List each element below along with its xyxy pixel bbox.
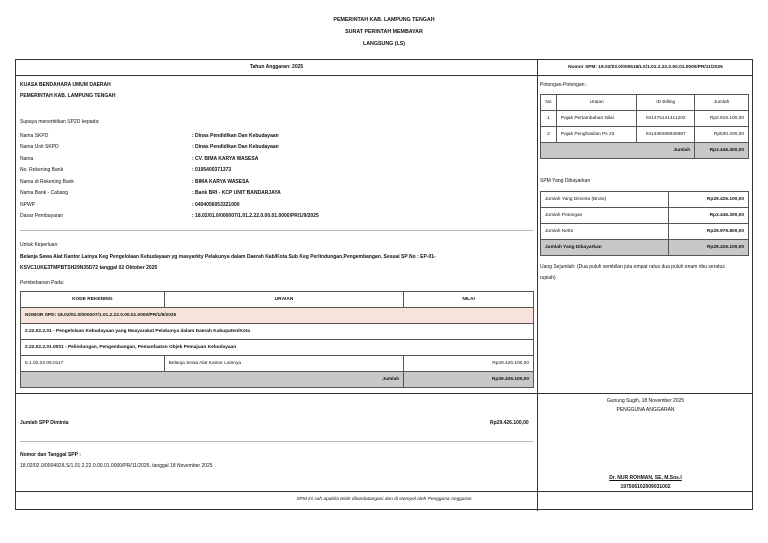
field-value: : Dinas Pendidikan Dan Kebudayaan: [192, 144, 279, 150]
cell-no: 2: [541, 127, 557, 143]
untuk-keperluan-label: Untuk Keperluan:: [20, 242, 59, 248]
potongan-total-row: [541, 143, 749, 159]
tahun-anggaran: Tahun Anggaran: 2025: [249, 64, 304, 70]
nomor-spd: NOMOR SPD: 18.02/01.0/000007/1.01.2.22.0.00.01.0000/PR/1/9/2025: [21, 308, 534, 324]
kegiatan: 2.22.02.2.01.0001 - Pelindungan, Pengembangan, Pemanfaatan Objek Pemajuan Kebudayaan: [21, 340, 534, 356]
column-divider: [537, 60, 538, 511]
field-label: No. Rekening Bank: [20, 167, 64, 173]
jumlah-value: Rp29.426.100,00: [404, 372, 534, 388]
signer-nip: 197506102009031002: [620, 484, 671, 490]
col-billing: ID Billing: [637, 95, 695, 111]
bayar-total-value: Rp29.426.100,00: [669, 240, 749, 256]
col-uraian: Uraian: [556, 95, 636, 111]
cell-jumlah: Rp530.200,00: [695, 127, 749, 143]
table-row: [541, 192, 749, 208]
pembebanan-label: Pembebanan Pada:: [20, 280, 65, 286]
section-divider: [16, 393, 752, 394]
top-divider: [16, 75, 752, 76]
pot-jumlah-label: Jumlah: [541, 143, 695, 159]
program-row: [21, 324, 534, 340]
bayar-value: Rp3.446.300,00: [669, 208, 749, 224]
nomor-spd-row: [21, 308, 534, 324]
table-row: [541, 224, 749, 240]
potongan-table: [540, 94, 749, 159]
field-value: : CV. BIMA KARYA WASESA: [192, 156, 259, 162]
spp-diminta-label: Jumlah SPP Diminta: [20, 420, 69, 426]
dibayarkan-table: [540, 191, 749, 256]
bayar-label: Jumlah Potongan: [541, 208, 669, 224]
col-no: No: [541, 95, 557, 111]
col-jumlah: Jumlah: [695, 95, 749, 111]
signer-name: Dr. NUR ROHMAN, SE, M.Sos.I: [609, 475, 682, 481]
supaya-label: Supaya menerbitkan SP2D kepada:: [20, 119, 100, 125]
bayar-total-label: Jumlah Yang Dibayarkan: [541, 240, 669, 256]
cell-no: 1: [541, 111, 557, 127]
col-kode: KODE REKENING: [21, 292, 165, 308]
bayar-value: Rp25.979.800,00: [669, 224, 749, 240]
jumlah-row: [21, 372, 534, 388]
divider: [20, 441, 533, 442]
bayar-value: Rp29.426.100,00: [669, 192, 749, 208]
jumlah-label: Jumlah: [21, 372, 404, 388]
table-header-row: [21, 292, 534, 308]
table-row: [21, 356, 534, 372]
field-value: : 0404056053321000: [192, 202, 240, 208]
keperluan-line1: Belanja Sewa Alat Kantor Lainya Keg Pengelolaan Kebudayaan yg masyarkty Pelakunya dalam Daerah Kab/Kota Sub Keg Perlindungan,Pengembangan. Sesuai SP No : EP-01-: [20, 254, 436, 260]
kuasa-bud: KUASA BENDAHARA UMUM DAERAH: [20, 82, 111, 88]
footer-divider: [16, 491, 752, 492]
cell-uraian: Belanja Sewa Alat Kantor Lainnya: [164, 356, 403, 372]
field-label: Nama: [20, 156, 34, 162]
table-header-row: [541, 95, 749, 111]
signer-role: PENGGUNA ANGGARAN: [616, 407, 675, 413]
nomor-spm: Nomor SPM: 18.02/03.0/000518/LS/1.01.2.22.0.00.01.0000/PR/11/2025: [568, 65, 723, 70]
field-value: : BIMA KARYA WASESA: [192, 179, 250, 185]
bayar-total-row: [541, 240, 749, 256]
field-value: : Dinas Pendidikan Dan Kebudayaan: [192, 133, 279, 139]
terbilang-line2: rupiah): [540, 275, 556, 281]
field-label: NPWP: [20, 202, 35, 208]
field-label: Dasar Pembayaran: [20, 213, 64, 219]
doc-header-title: SURAT PERINTAH MEMBAYAR: [345, 29, 423, 35]
table-row: [541, 127, 749, 143]
cell-nilai: Rp29.426.100,00: [404, 356, 534, 372]
col-nilai: NILAI: [404, 292, 534, 308]
bayar-label: Jumlah Yang Diminta (Bruto): [541, 192, 669, 208]
doc-header-government: PEMERINTAH KAB. LAMPUNG TENGAH: [333, 17, 435, 23]
pot-jumlah-value: Rp3.446.300,00: [695, 143, 749, 159]
field-value: : Bank BRI - KCP UNIT BANDARJAYA: [192, 190, 281, 196]
potongan-title: Potongan-Potongan :: [540, 82, 588, 88]
field-value: : 0195400371373: [192, 167, 232, 173]
nomor-spp-label: Nomor dan Tanggal SPP :: [20, 452, 81, 458]
nomor-spp-value: 18.02/02.0/000492/LS/1.01.2.22.0.00.01.0000/PR/11/2025, tanggal 18 November 2025: [20, 463, 213, 469]
cell-uraian: Pajak Penghasilan Ps 23: [556, 127, 636, 143]
spm-form: [15, 59, 753, 510]
cell-billing: 041438288645887: [637, 127, 695, 143]
table-row: [541, 208, 749, 224]
cell-billing: 041475141411202: [637, 111, 695, 127]
footer-note: SPM ini sah apabila telah ditandatangani dan di stempel oleh Pengguna Anggaran: [296, 497, 472, 502]
cell-jumlah: Rp2.916.100,00: [695, 111, 749, 127]
dibayarkan-title: SPM Yang Dibayarkan: [540, 178, 591, 184]
divider: [20, 230, 533, 231]
field-label: Nama di Rekening Bank: [20, 179, 74, 185]
doc-header-subtitle: LANGSUNG (LS): [362, 41, 406, 47]
field-label: Nama Unit SKPD: [20, 144, 59, 150]
pemerintah-kab: PEMERINTAH KAB. LAMPUNG TENGAH: [20, 93, 116, 99]
terbilang-line1: Uang Sejumlah: (Dua puluh sembilan juta empat ratus dua puluh enam ribu seratus: [540, 264, 725, 270]
program: 2.22.02.2.01 - Pengelolaan Kebudayaan yang Masyarakat Pelakunya dalam Daerah Kabupaten/Kota: [21, 324, 534, 340]
cell-uraian: Pajak Pertambahan Nilai: [556, 111, 636, 127]
field-label: Nama SKPD: [20, 133, 49, 139]
kegiatan-row: [21, 340, 534, 356]
spp-diminta-value: Rp29.426.100,00: [490, 420, 529, 426]
table-row: [541, 111, 749, 127]
keperluan-line2: KSVC1UKE3TMPBTSH29N35D72 tanggal 02 Oktober 2025: [20, 265, 158, 271]
bayar-label: Jumlah Netto: [541, 224, 669, 240]
pembebanan-table: [20, 291, 534, 388]
place-date: Gunung Sugih, 18 November 2025: [606, 398, 685, 404]
field-label: Nama Bank - Cabang: [20, 190, 69, 196]
col-uraian: URAIAN: [164, 292, 403, 308]
cell-kode: 5.1.02.02.06.0117: [21, 356, 165, 372]
field-value: : 18.02/01.0/000007/1.01.2.22.0.00.01.0000/PR/1/9/2025: [192, 213, 319, 219]
